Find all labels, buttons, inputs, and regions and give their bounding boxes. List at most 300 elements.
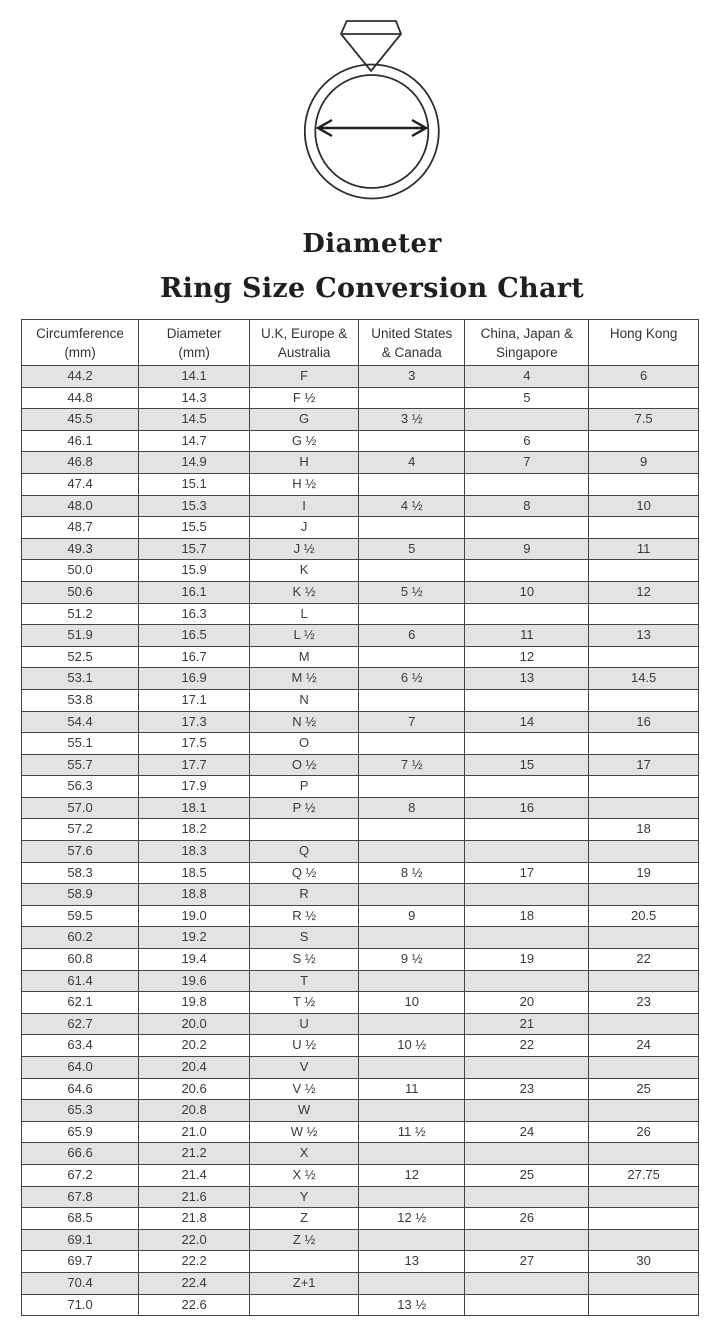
- table-cell: 16.7: [139, 646, 250, 668]
- table-cell: V: [250, 1057, 359, 1079]
- table-cell: P ½: [250, 797, 359, 819]
- table-cell: 19.2: [139, 927, 250, 949]
- table-cell: [359, 970, 465, 992]
- table-cell: 7: [465, 452, 589, 474]
- table-cell: U: [250, 1013, 359, 1035]
- table-cell: 18.8: [139, 884, 250, 906]
- table-cell: Z+1: [250, 1272, 359, 1294]
- table-cell: 62.7: [22, 1013, 139, 1035]
- table-cell: T: [250, 970, 359, 992]
- table-cell: [359, 1272, 465, 1294]
- ring-inner-circle: [315, 75, 428, 188]
- table-row: [22, 992, 699, 1014]
- table-cell: W: [250, 1100, 359, 1122]
- table-cell: 7.5: [589, 409, 699, 431]
- table-cell: Z: [250, 1208, 359, 1230]
- table-cell: 55.1: [22, 733, 139, 755]
- table-cell: 22.4: [139, 1272, 250, 1294]
- table-cell: Z ½: [250, 1229, 359, 1251]
- header-diameter: Diameter (mm): [139, 320, 250, 366]
- table-cell: [359, 1186, 465, 1208]
- table-cell: 18: [465, 905, 589, 927]
- table-cell: L: [250, 603, 359, 625]
- table-cell: 16.5: [139, 625, 250, 647]
- table-cell: 15.3: [139, 495, 250, 517]
- table-cell: P: [250, 776, 359, 798]
- table-cell: [465, 733, 589, 755]
- table-cell: 6 ½: [359, 668, 465, 690]
- table-row: [22, 517, 699, 539]
- table-cell: 20.4: [139, 1057, 250, 1079]
- table-cell: [589, 1208, 699, 1230]
- table-cell: 17.5: [139, 733, 250, 755]
- table-cell: H ½: [250, 473, 359, 495]
- table-header: [22, 320, 699, 366]
- table-cell: 45.5: [22, 409, 139, 431]
- table-row: [22, 1229, 699, 1251]
- table-row: [22, 668, 699, 690]
- table-cell: [589, 517, 699, 539]
- table-cell: 16: [465, 797, 589, 819]
- table-cell: 50.0: [22, 560, 139, 582]
- table-cell: 54.4: [22, 711, 139, 733]
- table-cell: 14.7: [139, 430, 250, 452]
- table-cell: [589, 841, 699, 863]
- table-cell: 68.5: [22, 1208, 139, 1230]
- table-row: [22, 927, 699, 949]
- diameter-label: Diameter: [302, 229, 442, 259]
- table-cell: 19.4: [139, 949, 250, 971]
- table-row: [22, 1100, 699, 1122]
- table-cell: 8: [359, 797, 465, 819]
- table-cell: 64.6: [22, 1078, 139, 1100]
- table-cell: 16: [589, 711, 699, 733]
- table-cell: 14.3: [139, 387, 250, 409]
- table-cell: 57.6: [22, 841, 139, 863]
- table-cell: 22.0: [139, 1229, 250, 1251]
- table-cell: 10: [359, 992, 465, 1014]
- table-cell: 20.6: [139, 1078, 250, 1100]
- table-cell: 53.1: [22, 668, 139, 690]
- table-row: [22, 819, 699, 841]
- table-cell: J ½: [250, 538, 359, 560]
- table-cell: J: [250, 517, 359, 539]
- table-cell: 19.0: [139, 905, 250, 927]
- table-cell: 17.7: [139, 754, 250, 776]
- table-cell: [465, 1229, 589, 1251]
- table-cell: 9: [465, 538, 589, 560]
- table-row: [22, 949, 699, 971]
- table-cell: 18.5: [139, 862, 250, 884]
- table-cell: [359, 1143, 465, 1165]
- table-cell: [465, 689, 589, 711]
- header-circumference: Circumference (mm): [22, 320, 139, 366]
- table-cell: 14.5: [139, 409, 250, 431]
- diamond-ring-icon: [304, 20, 440, 204]
- table-cell: G: [250, 409, 359, 431]
- table-cell: 67.8: [22, 1186, 139, 1208]
- table-cell: [359, 689, 465, 711]
- table-cell: 23: [589, 992, 699, 1014]
- table-cell: [465, 927, 589, 949]
- table-cell: L ½: [250, 625, 359, 647]
- table-cell: 48.7: [22, 517, 139, 539]
- table-row: [22, 1143, 699, 1165]
- table-row: [22, 1013, 699, 1035]
- table-cell: 16.1: [139, 581, 250, 603]
- table-cell: 22.6: [139, 1294, 250, 1316]
- table-cell: [359, 776, 465, 798]
- table-cell: [465, 1272, 589, 1294]
- table-cell: [465, 1294, 589, 1316]
- table-row: [22, 797, 699, 819]
- table-cell: 19.8: [139, 992, 250, 1014]
- table-cell: W ½: [250, 1121, 359, 1143]
- table-cell: 15: [465, 754, 589, 776]
- table-cell: 23: [465, 1078, 589, 1100]
- table-cell: 58.3: [22, 862, 139, 884]
- table-cell: 6: [465, 430, 589, 452]
- table-cell: 27: [465, 1251, 589, 1273]
- table-cell: [589, 560, 699, 582]
- table-row: [22, 366, 699, 388]
- table-cell: 20.8: [139, 1100, 250, 1122]
- table-cell: 53.8: [22, 689, 139, 711]
- table-cell: N ½: [250, 711, 359, 733]
- table-cell: 12: [359, 1164, 465, 1186]
- table-cell: [589, 1186, 699, 1208]
- table-cell: [465, 409, 589, 431]
- table-cell: [589, 603, 699, 625]
- table-cell: Q: [250, 841, 359, 863]
- table-cell: 30: [589, 1251, 699, 1273]
- table-cell: [359, 927, 465, 949]
- table-row: [22, 560, 699, 582]
- table-row: [22, 970, 699, 992]
- table-cell: 19.6: [139, 970, 250, 992]
- table-cell: 13 ½: [359, 1294, 465, 1316]
- table-cell: 4: [465, 366, 589, 388]
- table-cell: [465, 819, 589, 841]
- table-cell: 4 ½: [359, 495, 465, 517]
- table-cell: [589, 387, 699, 409]
- table-cell: 51.2: [22, 603, 139, 625]
- table-cell: 18.3: [139, 841, 250, 863]
- table-row: [22, 603, 699, 625]
- table-row: [22, 1057, 699, 1079]
- table-cell: [589, 927, 699, 949]
- table-cell: 9: [359, 905, 465, 927]
- table-cell: [465, 776, 589, 798]
- table-cell: O: [250, 733, 359, 755]
- table-cell: 26: [465, 1208, 589, 1230]
- table-cell: O ½: [250, 754, 359, 776]
- table-cell: 12: [589, 581, 699, 603]
- table-cell: [465, 841, 589, 863]
- table-row: [22, 430, 699, 452]
- table-cell: [589, 776, 699, 798]
- table-row: [22, 841, 699, 863]
- table-row: [22, 538, 699, 560]
- table-cell: 17.1: [139, 689, 250, 711]
- table-cell: 24: [589, 1035, 699, 1057]
- table-cell: 49.3: [22, 538, 139, 560]
- table-cell: U ½: [250, 1035, 359, 1057]
- table-cell: 18: [589, 819, 699, 841]
- table-cell: [589, 1229, 699, 1251]
- table-cell: 8: [465, 495, 589, 517]
- table-cell: 44.8: [22, 387, 139, 409]
- ring-illustration-section: [12, 0, 720, 304]
- table-row: [22, 884, 699, 906]
- table-cell: S ½: [250, 949, 359, 971]
- table-cell: T ½: [250, 992, 359, 1014]
- table-row: [22, 1294, 699, 1316]
- table-cell: 25: [465, 1164, 589, 1186]
- table-cell: [465, 1186, 589, 1208]
- table-cell: 58.9: [22, 884, 139, 906]
- table-cell: 47.4: [22, 473, 139, 495]
- table-cell: I: [250, 495, 359, 517]
- table-cell: [359, 560, 465, 582]
- header-row: [22, 320, 699, 366]
- table-cell: 46.8: [22, 452, 139, 474]
- table-cell: 7 ½: [359, 754, 465, 776]
- ring-size-conversion-table: [21, 319, 699, 1316]
- table-cell: [359, 473, 465, 495]
- table-row: [22, 1272, 699, 1294]
- table-row: [22, 1164, 699, 1186]
- header-us-canada: United States & Canada: [359, 320, 465, 366]
- table-row: [22, 409, 699, 431]
- header-china-japan-singapore: China, Japan & Singapore: [465, 320, 589, 366]
- table-cell: [359, 646, 465, 668]
- table-cell: [359, 819, 465, 841]
- table-cell: R ½: [250, 905, 359, 927]
- table-cell: 19: [465, 949, 589, 971]
- table-cell: 52.5: [22, 646, 139, 668]
- table-cell: [359, 1100, 465, 1122]
- table-cell: [589, 430, 699, 452]
- table-cell: 7: [359, 711, 465, 733]
- table-cell: 70.4: [22, 1272, 139, 1294]
- table-cell: 10 ½: [359, 1035, 465, 1057]
- table-cell: 13: [359, 1251, 465, 1273]
- table-cell: 71.0: [22, 1294, 139, 1316]
- table-cell: M: [250, 646, 359, 668]
- table-cell: 10: [589, 495, 699, 517]
- table-cell: 17.3: [139, 711, 250, 733]
- table-row: [22, 473, 699, 495]
- table-cell: 44.2: [22, 366, 139, 388]
- table-cell: 56.3: [22, 776, 139, 798]
- table-cell: 46.1: [22, 430, 139, 452]
- table-cell: 55.7: [22, 754, 139, 776]
- table-cell: 17.9: [139, 776, 250, 798]
- table-cell: 66.6: [22, 1143, 139, 1165]
- table-cell: 21.2: [139, 1143, 250, 1165]
- table-cell: 19: [589, 862, 699, 884]
- table-cell: 11: [465, 625, 589, 647]
- table-cell: 15.9: [139, 560, 250, 582]
- table-cell: N: [250, 689, 359, 711]
- table-cell: 14.5: [589, 668, 699, 690]
- table-cell: [589, 646, 699, 668]
- diameter-arrow: [318, 120, 426, 136]
- table-cell: 16.9: [139, 668, 250, 690]
- table-cell: 62.1: [22, 992, 139, 1014]
- table-cell: S: [250, 927, 359, 949]
- table-cell: 6: [589, 366, 699, 388]
- table-cell: 21.4: [139, 1164, 250, 1186]
- table-row: [22, 776, 699, 798]
- table-cell: 50.6: [22, 581, 139, 603]
- table-cell: 15.5: [139, 517, 250, 539]
- table-cell: 3: [359, 366, 465, 388]
- table-cell: [589, 1272, 699, 1294]
- table-cell: [359, 884, 465, 906]
- table-cell: [589, 689, 699, 711]
- table-cell: 14.9: [139, 452, 250, 474]
- table-cell: 12: [465, 646, 589, 668]
- table-cell: [465, 560, 589, 582]
- table-cell: 57.2: [22, 819, 139, 841]
- table-row: [22, 625, 699, 647]
- table-cell: [465, 473, 589, 495]
- table-cell: [359, 1229, 465, 1251]
- table-row: [22, 1078, 699, 1100]
- table-cell: [359, 1013, 465, 1035]
- table-cell: 59.5: [22, 905, 139, 927]
- table-cell: 4: [359, 452, 465, 474]
- table-cell: [250, 1251, 359, 1273]
- table-row: [22, 1208, 699, 1230]
- table-cell: V ½: [250, 1078, 359, 1100]
- table-cell: 6: [359, 625, 465, 647]
- table-cell: 69.7: [22, 1251, 139, 1273]
- table-row: [22, 581, 699, 603]
- table-cell: [359, 603, 465, 625]
- table-cell: 48.0: [22, 495, 139, 517]
- table-cell: 21: [465, 1013, 589, 1035]
- table-cell: [359, 517, 465, 539]
- table-cell: 67.2: [22, 1164, 139, 1186]
- table-cell: [589, 797, 699, 819]
- table-body: [22, 366, 699, 1316]
- table-cell: 15.7: [139, 538, 250, 560]
- table-cell: 20.2: [139, 1035, 250, 1057]
- table-cell: 14: [465, 711, 589, 733]
- table-row: [22, 862, 699, 884]
- table-cell: 9 ½: [359, 949, 465, 971]
- table-cell: [465, 1057, 589, 1079]
- table-cell: 16.3: [139, 603, 250, 625]
- table-cell: 60.8: [22, 949, 139, 971]
- table-cell: K ½: [250, 581, 359, 603]
- table-cell: 14.1: [139, 366, 250, 388]
- table-cell: [465, 1100, 589, 1122]
- table-cell: 18.1: [139, 797, 250, 819]
- table-row: [22, 1186, 699, 1208]
- table-cell: 17: [465, 862, 589, 884]
- table-cell: G ½: [250, 430, 359, 452]
- table-cell: [589, 733, 699, 755]
- table-row: [22, 495, 699, 517]
- table-cell: [359, 430, 465, 452]
- table-row: [22, 1035, 699, 1057]
- header-hong-kong: Hong Kong: [589, 320, 699, 366]
- table-cell: 22: [589, 949, 699, 971]
- table-cell: [250, 1294, 359, 1316]
- table-row: [22, 1251, 699, 1273]
- table-cell: 63.4: [22, 1035, 139, 1057]
- table-cell: 64.0: [22, 1057, 139, 1079]
- table-row: [22, 387, 699, 409]
- table-cell: X ½: [250, 1164, 359, 1186]
- table-cell: 18.2: [139, 819, 250, 841]
- table-cell: 22: [465, 1035, 589, 1057]
- table-cell: [359, 1057, 465, 1079]
- diamond-outline: [341, 21, 401, 71]
- table-cell: 65.9: [22, 1121, 139, 1143]
- table-cell: 51.9: [22, 625, 139, 647]
- table-cell: 5: [359, 538, 465, 560]
- table-cell: 3 ½: [359, 409, 465, 431]
- table-cell: 11 ½: [359, 1121, 465, 1143]
- table-cell: [589, 970, 699, 992]
- table-cell: H: [250, 452, 359, 474]
- table-cell: 11: [589, 538, 699, 560]
- table-cell: 60.2: [22, 927, 139, 949]
- table-cell: [589, 473, 699, 495]
- table-cell: 69.1: [22, 1229, 139, 1251]
- table-cell: 9: [589, 452, 699, 474]
- table-cell: [589, 884, 699, 906]
- table-cell: F: [250, 366, 359, 388]
- table-cell: [359, 841, 465, 863]
- table-cell: [589, 1013, 699, 1035]
- table-cell: 20: [465, 992, 589, 1014]
- table-cell: [589, 1143, 699, 1165]
- table-cell: 12 ½: [359, 1208, 465, 1230]
- table-cell: 11: [359, 1078, 465, 1100]
- table-row: [22, 689, 699, 711]
- table-row: [22, 905, 699, 927]
- table-cell: [465, 517, 589, 539]
- table-cell: 21.6: [139, 1186, 250, 1208]
- table-row: [22, 1121, 699, 1143]
- table-cell: F ½: [250, 387, 359, 409]
- table-cell: 26: [589, 1121, 699, 1143]
- table-cell: [589, 1100, 699, 1122]
- table-cell: [359, 387, 465, 409]
- table-row: [22, 711, 699, 733]
- header-uk-europe-australia: U.K, Europe & Australia: [250, 320, 359, 366]
- table-cell: [359, 733, 465, 755]
- table-cell: 20.0: [139, 1013, 250, 1035]
- table-cell: 57.0: [22, 797, 139, 819]
- table-cell: 13: [465, 668, 589, 690]
- table-cell: 27.75: [589, 1164, 699, 1186]
- table-cell: 22.2: [139, 1251, 250, 1273]
- table-cell: [465, 603, 589, 625]
- table-cell: [250, 819, 359, 841]
- page-title: Ring Size Conversion Chart: [159, 273, 585, 304]
- table-cell: X: [250, 1143, 359, 1165]
- table-cell: 8 ½: [359, 862, 465, 884]
- table-row: [22, 754, 699, 776]
- table-cell: 5 ½: [359, 581, 465, 603]
